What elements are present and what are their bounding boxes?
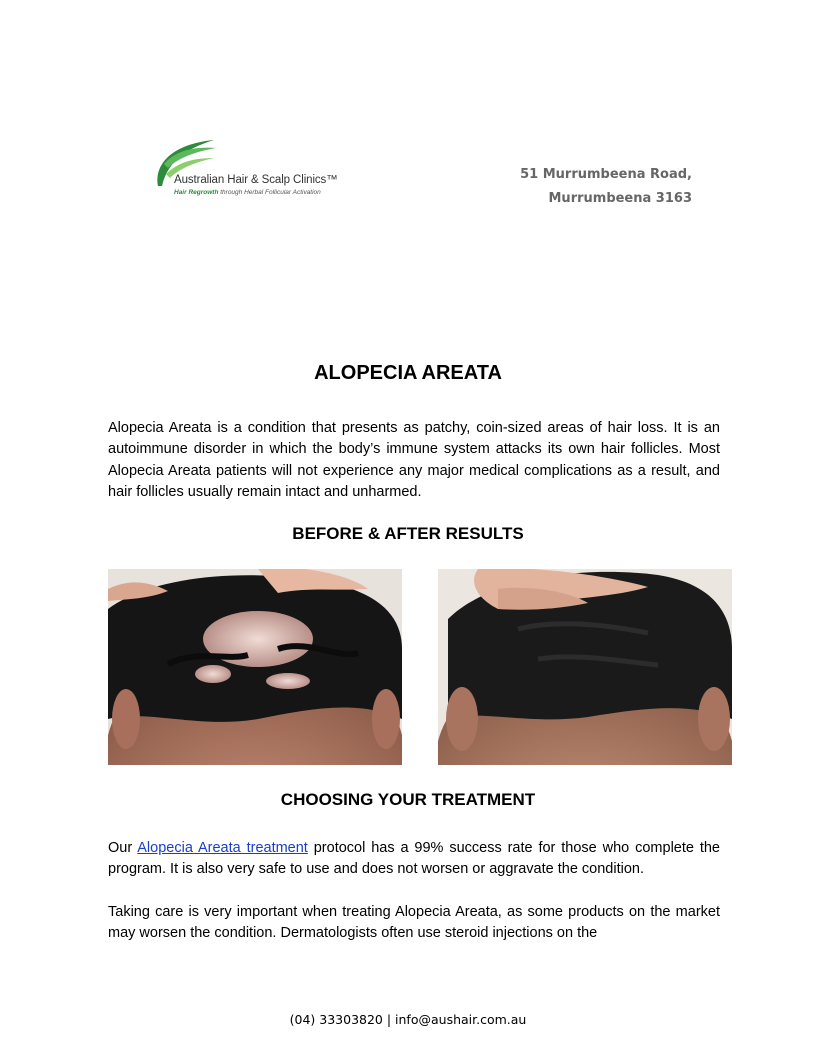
treatment-paragraph-2: Taking care is very important when treating Alopecia Areata, as some products on the market may worsen the condition. Dermatologists often use steroid injections on the bbox=[108, 904, 720, 942]
logo-tagline-strong: Hair Regrowth bbox=[174, 189, 219, 196]
results-heading: BEFORE & AFTER RESULTS bbox=[292, 524, 524, 543]
after-photo bbox=[438, 569, 732, 765]
page-title: ALOPECIA AREATA bbox=[314, 362, 502, 384]
address-line-2: Murrumbeena 3163 bbox=[548, 191, 692, 206]
logo-tagline bbox=[174, 189, 321, 196]
logo-brand-text: Australian Hair & Scalp Clinics™ bbox=[174, 174, 338, 186]
clinic-logo bbox=[152, 134, 362, 204]
treatment-link[interactable]: Alopecia Areata treatment bbox=[137, 840, 308, 856]
logo-tagline-rest: through Herbal Follicular Activation bbox=[218, 189, 321, 196]
treatment-heading: CHOOSING YOUR TREATMENT bbox=[280, 790, 536, 809]
footer-contact: (04) 33303820 | info@aushair.com.au bbox=[289, 1012, 527, 1027]
before-photo bbox=[108, 569, 402, 765]
treatment-p1-pre: Our bbox=[108, 840, 138, 856]
treatment-paragraph-1 bbox=[108, 838, 720, 881]
address-line-1: 51 Murrumbeena Road, bbox=[520, 167, 692, 182]
intro-paragraph: Alopecia Areata is a condition that presents as patchy, coin-sized areas of hair loss. It is an autoimmune disorder in which the body’s immune system attacks its own hair follicles. Most Alopecia Areata patients will not experience any major medical complications as a result, and hair follicles usually remain intact and unharmed. bbox=[108, 420, 720, 500]
treatment-p1-post: protocol has a 99% success rate for those who complete the program. It is also very safe to use and does not worsen or aggravate the condition. bbox=[108, 840, 720, 878]
clinic-address bbox=[520, 163, 692, 211]
